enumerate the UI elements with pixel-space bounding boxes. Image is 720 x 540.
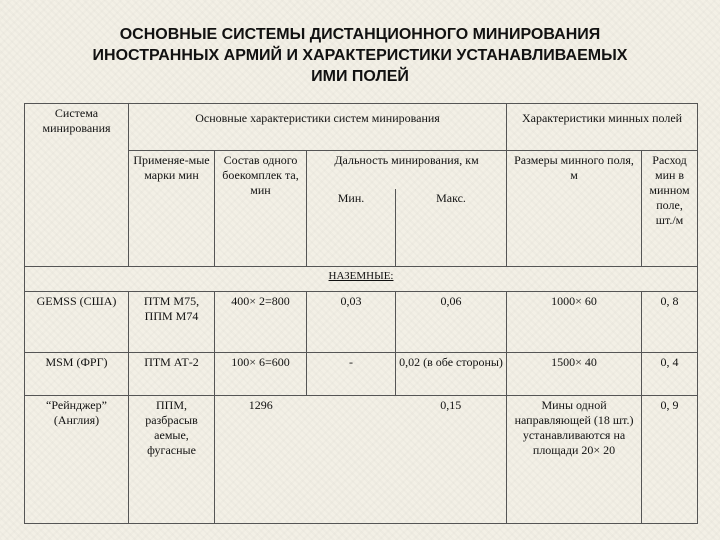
- cell-system: GEMSS (США): [25, 292, 129, 353]
- header-system: Система минирования: [25, 104, 129, 151]
- header-consumption: Расход мин в минном поле, шт./м: [642, 151, 698, 267]
- title-line-1: ОСНОВНЫЕ СИСТЕМЫ ДИСТАНЦИОННОГО МИНИРОВАНИЯ: [119, 26, 601, 43]
- title-line-2: ИНОСТРАННЫХ АРМИЙ И ХАРАКТЕРИСТИКИ УСТАНАВЛИВАЕМЫХ: [92, 47, 628, 64]
- table-row: [25, 292, 698, 353]
- header-system-characteristics: Основные характеристики систем минирования: [129, 104, 507, 151]
- header-range-max: Макс.: [396, 189, 507, 267]
- section-label: НАЗЕМНЫЕ:: [328, 270, 394, 282]
- table-row: [25, 396, 698, 524]
- header-mine-marks: Применяе-мые марки мин: [129, 151, 215, 267]
- header-field-characteristics: Характеристики минных полей: [507, 104, 698, 151]
- cell-range-min: -: [307, 353, 396, 396]
- cell-mines: ПТМ АТ-2: [129, 353, 215, 396]
- header-range-min: Мин.: [307, 189, 396, 267]
- cell-set: 100× 6=600: [215, 353, 307, 396]
- cell-system: “Рейнджер” (Англия): [25, 396, 129, 524]
- cell-range-min: 0,03: [307, 292, 396, 353]
- cell-field-size: 1500× 40: [507, 353, 642, 396]
- title-line-3: ИМИ ПОЛЕЙ: [311, 68, 409, 85]
- cell-range-min: [307, 396, 396, 524]
- mining-systems-table: [24, 103, 698, 524]
- header-row-1: [25, 104, 698, 151]
- cell-consumption: 0, 4: [642, 353, 698, 396]
- cell-range-max: 0,15: [396, 396, 507, 524]
- cell-mines: ППМ, разбрасыв аемые, фугасные: [129, 396, 215, 524]
- cell-consumption: 0, 9: [642, 396, 698, 524]
- cell-system: MSM (ФРГ): [25, 353, 129, 396]
- cell-set: 1296: [215, 396, 307, 524]
- header-field-size: Размеры минного поля, м: [507, 151, 642, 267]
- section-row: [25, 267, 698, 292]
- header-row-2: [25, 151, 698, 189]
- cell-field-size: 1000× 60: [507, 292, 642, 353]
- cell-consumption: 0, 8: [642, 292, 698, 353]
- cell-set: 400× 2=800: [215, 292, 307, 353]
- page-title: [0, 24, 720, 87]
- header-range: Дальность минирования, км: [307, 151, 507, 189]
- header-set-size: Состав одного боекомплек та, мин: [215, 151, 307, 267]
- cell-field-size: Мины одной направляющей (18 шт.) устанавливаются на площади 20× 20: [507, 396, 642, 524]
- cell-range-max: 0,06: [396, 292, 507, 353]
- header-system-cont: [25, 151, 129, 267]
- table-row: [25, 353, 698, 396]
- cell-range-max: 0,02 (в обе стороны): [396, 353, 507, 396]
- cell-mines: ПТМ М75, ППМ М74: [129, 292, 215, 353]
